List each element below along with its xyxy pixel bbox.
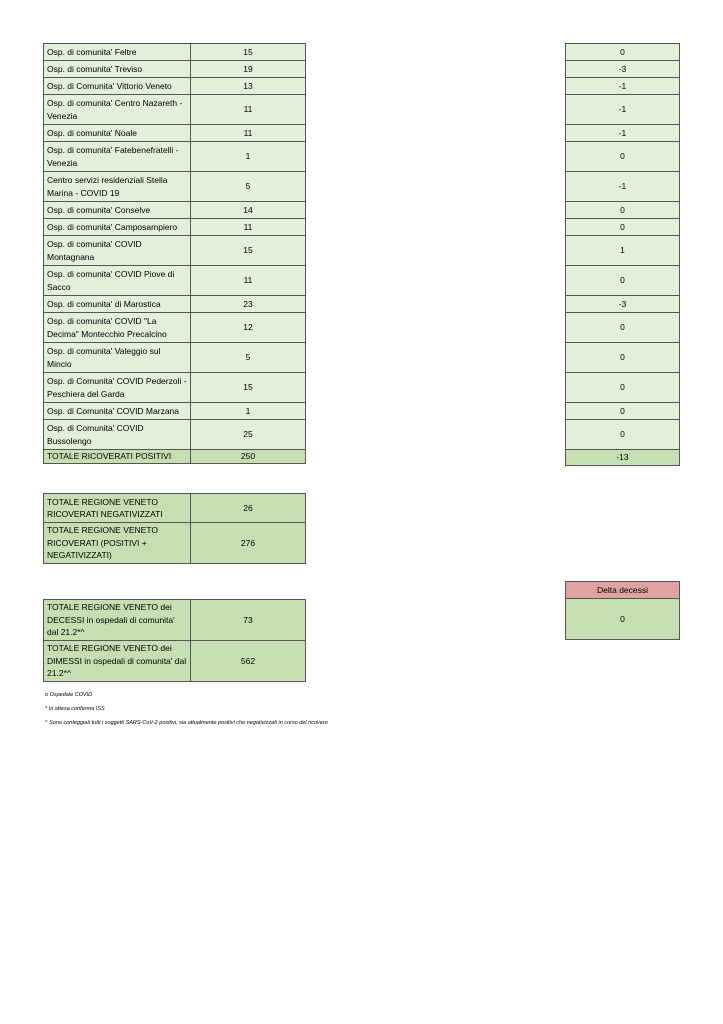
hospital-count: 15 (191, 236, 306, 266)
hospital-delta: 0 (566, 219, 680, 236)
delta-decessi-header-row (566, 582, 680, 599)
hospital-count: 12 (191, 313, 306, 343)
hospital-name: Osp. di comunita' COVID "La Decima" Montecchio Precalcino (44, 313, 191, 343)
hospital-name: Osp. di comunita' Feltre (44, 44, 191, 61)
delta-row (566, 125, 680, 142)
table-row (44, 219, 306, 236)
table-row (44, 172, 306, 202)
table-row (44, 61, 306, 78)
hospital-name: Osp. di Comunita' COVID Bussolengo (44, 420, 191, 450)
decessi-value: 73 (191, 600, 306, 641)
footnote-covid: o Ospedale COVID (45, 692, 93, 698)
footnote-iss: * In attesa conferma ISS (45, 706, 105, 712)
hospital-name: Osp. di comunita' Treviso (44, 61, 191, 78)
delta-row (566, 172, 680, 202)
hospital-delta: 0 (566, 202, 680, 219)
hospital-name: Osp. di Comunita' COVID Pederzoli - Peschiera del Garda (44, 373, 191, 403)
dimessi-row (44, 641, 306, 682)
hospital-name: Osp. di comunita' COVID Montagnana (44, 236, 191, 266)
hospital-delta: 0 (566, 343, 680, 373)
hospital-delta: 0 (566, 313, 680, 343)
table-row (44, 343, 306, 373)
delta-decessi-value-row (566, 599, 680, 640)
table-row (44, 373, 306, 403)
delta-row (566, 313, 680, 343)
delta-row (566, 296, 680, 313)
hospital-delta: -3 (566, 61, 680, 78)
table-row (44, 78, 306, 95)
hospital-delta: -1 (566, 125, 680, 142)
total-name: TOTALE RICOVERATI POSITIVI (44, 450, 191, 464)
delta-row (566, 236, 680, 266)
hospital-count: 11 (191, 125, 306, 142)
hospital-name: Osp. di comunita' Valeggio sul Mincio (44, 343, 191, 373)
hospital-name: Osp. di comunita' Fatebenefratelli - Venezia (44, 142, 191, 172)
hospital-count: 5 (191, 172, 306, 202)
total-delta: -13 (566, 450, 680, 466)
hospital-delta: 0 (566, 266, 680, 296)
delta-row (566, 403, 680, 420)
decessi-dimessi-table (43, 599, 306, 682)
hospital-delta: -1 (566, 78, 680, 95)
total-row (44, 450, 306, 464)
table-row (44, 296, 306, 313)
delta-row (566, 266, 680, 296)
hospital-count: 1 (191, 403, 306, 420)
delta-decessi-label: Delta decessi (566, 582, 680, 599)
hospital-delta: -3 (566, 296, 680, 313)
hospital-name: Osp. di comunita' Noale (44, 125, 191, 142)
delta-row (566, 61, 680, 78)
negativizzati-table (43, 493, 306, 564)
decessi-name: TOTALE REGIONE VENETO dei DECESSI in ospedali di comunita' dal 21.2*^ (44, 600, 191, 641)
hospital-count: 25 (191, 420, 306, 450)
hospital-count: 11 (191, 219, 306, 236)
hospital-delta: 0 (566, 44, 680, 61)
table-row (44, 420, 306, 450)
totale-ricoverati-name: TOTALE REGIONE VENETO RICOVERATI (POSITIVI + NEGATIVIZZATI) (44, 523, 191, 564)
hospital-count: 14 (191, 202, 306, 219)
delta-row (566, 44, 680, 61)
table-row (44, 142, 306, 172)
totale-ricoverati-row (44, 523, 306, 564)
hospital-table (43, 43, 306, 464)
hospital-count: 15 (191, 373, 306, 403)
table-row (44, 202, 306, 219)
hospital-delta: -1 (566, 95, 680, 125)
hospital-name: Osp. di comunita' COVID Piove di Sacco (44, 266, 191, 296)
hospital-count: 11 (191, 266, 306, 296)
table-row (44, 313, 306, 343)
delta-row (566, 373, 680, 403)
hospital-count: 19 (191, 61, 306, 78)
dimessi-name: TOTALE REGIONE VENETO dei DIMESSI in ospedali di comunita' dal 21.2*^ (44, 641, 191, 682)
hospital-count: 13 (191, 78, 306, 95)
hospital-count: 15 (191, 44, 306, 61)
hospital-count: 5 (191, 343, 306, 373)
hospital-name: Osp. di Comunita' COVID Marzana (44, 403, 191, 420)
hospital-delta: -1 (566, 172, 680, 202)
delta-decessi-value: 0 (566, 599, 680, 640)
hospital-delta: 0 (566, 373, 680, 403)
delta-table (565, 43, 680, 466)
table-row (44, 44, 306, 61)
hospital-delta: 0 (566, 420, 680, 450)
hospital-name: Osp. di comunita' Conselve (44, 202, 191, 219)
negativizzati-value: 26 (191, 494, 306, 523)
hospital-count: 23 (191, 296, 306, 313)
hospital-name: Centro servizi residenziali Stella Marina - COVID 19 (44, 172, 191, 202)
delta-row (566, 95, 680, 125)
table-row (44, 125, 306, 142)
dimessi-value: 562 (191, 641, 306, 682)
footnotes (45, 688, 328, 730)
negativizzati-name: TOTALE REGIONE VENETO RICOVERATI NEGATIVIZZATI (44, 494, 191, 523)
hospital-name: Osp. di comunita' di Marostica (44, 296, 191, 313)
hospital-count: 1 (191, 142, 306, 172)
delta-row (566, 202, 680, 219)
table-row (44, 403, 306, 420)
delta-row (566, 142, 680, 172)
table-row (44, 266, 306, 296)
hospital-name: Osp. di comunita' Camposampiero (44, 219, 191, 236)
delta-row (566, 343, 680, 373)
table-row (44, 236, 306, 266)
hospital-count: 11 (191, 95, 306, 125)
hospital-delta: 1 (566, 236, 680, 266)
footnote-sars: ^ Sono conteggiati tutti i soggetti SARS-CoV-2 positivi, sia attualmente positivi che negativizzati in corso del ricovero (45, 720, 328, 726)
hospital-name: Osp. di Comunita' Vittorio Veneto (44, 78, 191, 95)
delta-decessi-table (565, 581, 680, 640)
total-delta-row (566, 450, 680, 466)
totale-ricoverati-value: 276 (191, 523, 306, 564)
decessi-row (44, 600, 306, 641)
table-row (44, 95, 306, 125)
negativizzati-row (44, 494, 306, 523)
hospital-delta: 0 (566, 142, 680, 172)
total-value: 250 (191, 450, 306, 464)
delta-row (566, 219, 680, 236)
hospital-delta: 0 (566, 403, 680, 420)
hospital-name: Osp. di comunita' Centro Nazareth - Venezia (44, 95, 191, 125)
delta-row (566, 420, 680, 450)
delta-row (566, 78, 680, 95)
